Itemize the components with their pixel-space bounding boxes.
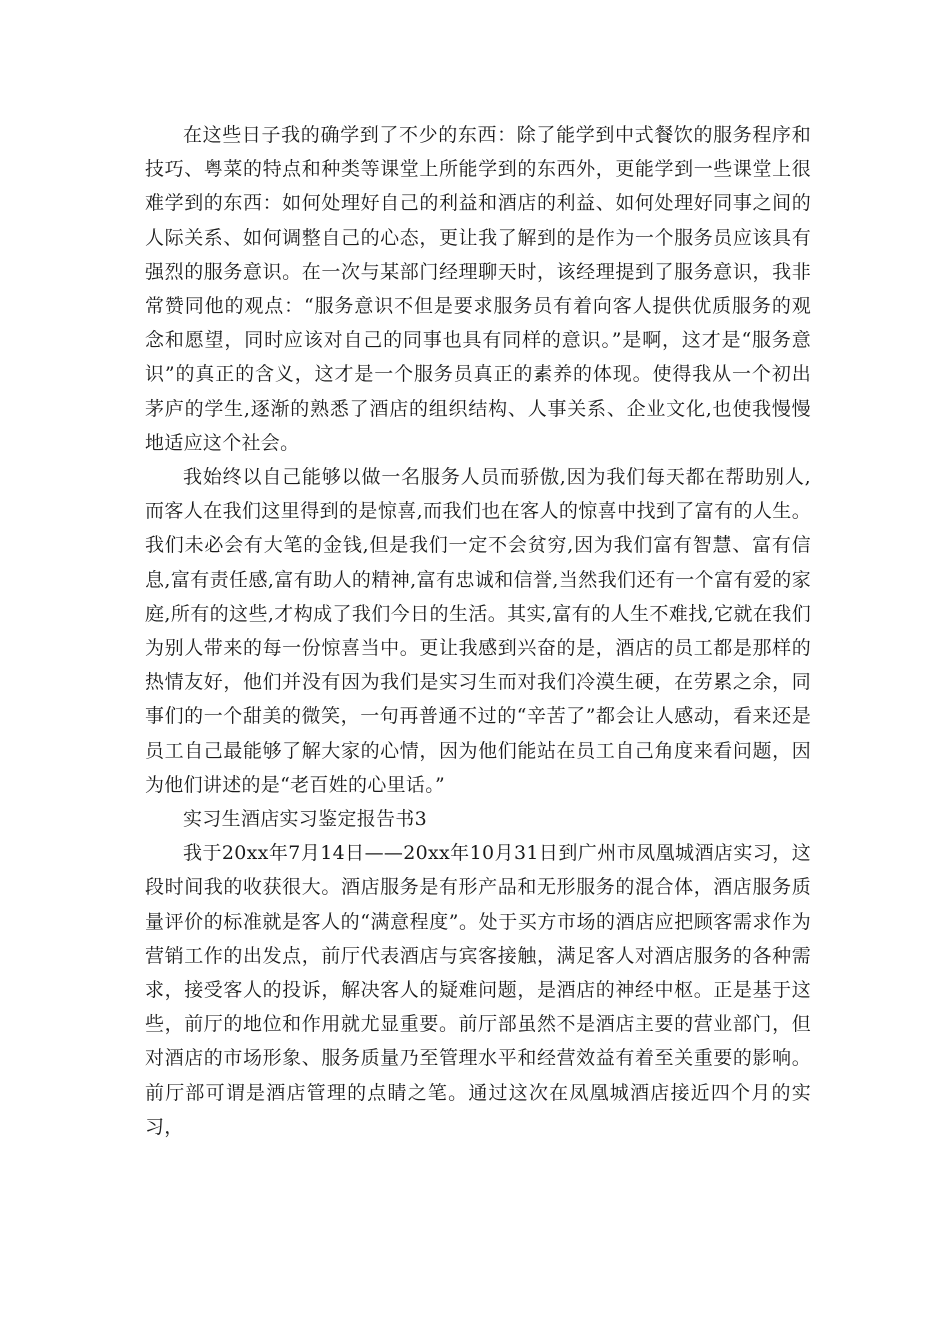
paragraph-front-office: 我于20xx年7月14日——20xx年10月31日到广州市凤凰城酒店实习，这段时间我的收获很大。酒店服务是有形产品和无形服务的混合体，酒店服务质量评价的标准就是客人的“满意程度”。处于买方市场的酒店应把顾客需求作为营销工作的出发点，前厅代表酒店与宾客接触，满足客人对酒店服务的各种需求，接受客人的投诉，解决客人的疑难问题，是酒店的神经中枢。正是基于这些，前厅的地位和作用就尤显重要。前厅部虽然不是酒店主要的营业部门，但对酒店的市场形象、服务质量乃至管理水平和经营效益有着至关重要的影响。前厅部可谓是酒店管理的点睛之笔。通过这次在凤凰城酒店接近四个月的实习， (145, 842, 811, 1138)
paragraph-service-awareness: 在这些日子我的确学到了不少的东西：除了能学到中式餐饮的服务程序和技巧、粤菜的特点和种类等课堂上所能学到的东西外，更能学到一些课堂上很难学到的东西：如何处理好自己的利益和酒店的利益、如何处理好同事之间的人际关系、如何调整自己的心态，更让我了解到的是作为一个服务员应该具有强烈的服务意识。在一次与某部门经理聊天时，该经理提到了服务意识，我非常赞同他的观点：“服务意识不但是要求服务员有着向客人提供优质服务的观念和愿望，同时应该对自己的同事也具有同样的意识。”是啊，这才是“服务意识”的真正的含义，这才是一个服务员真正的素养的体现。使得我从一个初出茅庐的学生,逐渐的熟悉了酒店的组织结构、人事关系、企业文化,也使我慢慢地适应这个社会。 (145, 124, 811, 454)
document-body (145, 118, 811, 1144)
section-heading: 实习生酒店实习鉴定报告书3 (183, 808, 427, 831)
paragraph-proud-service: 我始终以自己能够以做一名服务人员而骄傲,因为我们每天都在帮助别人,而客人在我们这里得到的是惊喜,而我们也在客人的惊喜中找到了富有的人生。我们未必会有大笔的金钱,但是我们一定不会贫穷,因为我们富有智慧、富有信息,富有责任感,富有助人的精神,富有忠诚和信誉,当然我们还有一个富有爱的家庭,所有的这些,才构成了我们今日的生活。其实,富有的人生不难找,它就在我们为别人带来的每一份惊喜当中。更让我感到兴奋的是，酒店的员工都是那样的热情友好，他们并没有因为我们是实习生而对我们冷漠生硬，在劳累之余，同事们的一个甜美的微笑，一句再普通不过的“辛苦了”都会让人感动，看来还是员工自己最能够了解大家的心情，因为他们能站在员工自己角度来看问题，因为他们讲述的是“老百姓的心里话。” (145, 466, 811, 796)
